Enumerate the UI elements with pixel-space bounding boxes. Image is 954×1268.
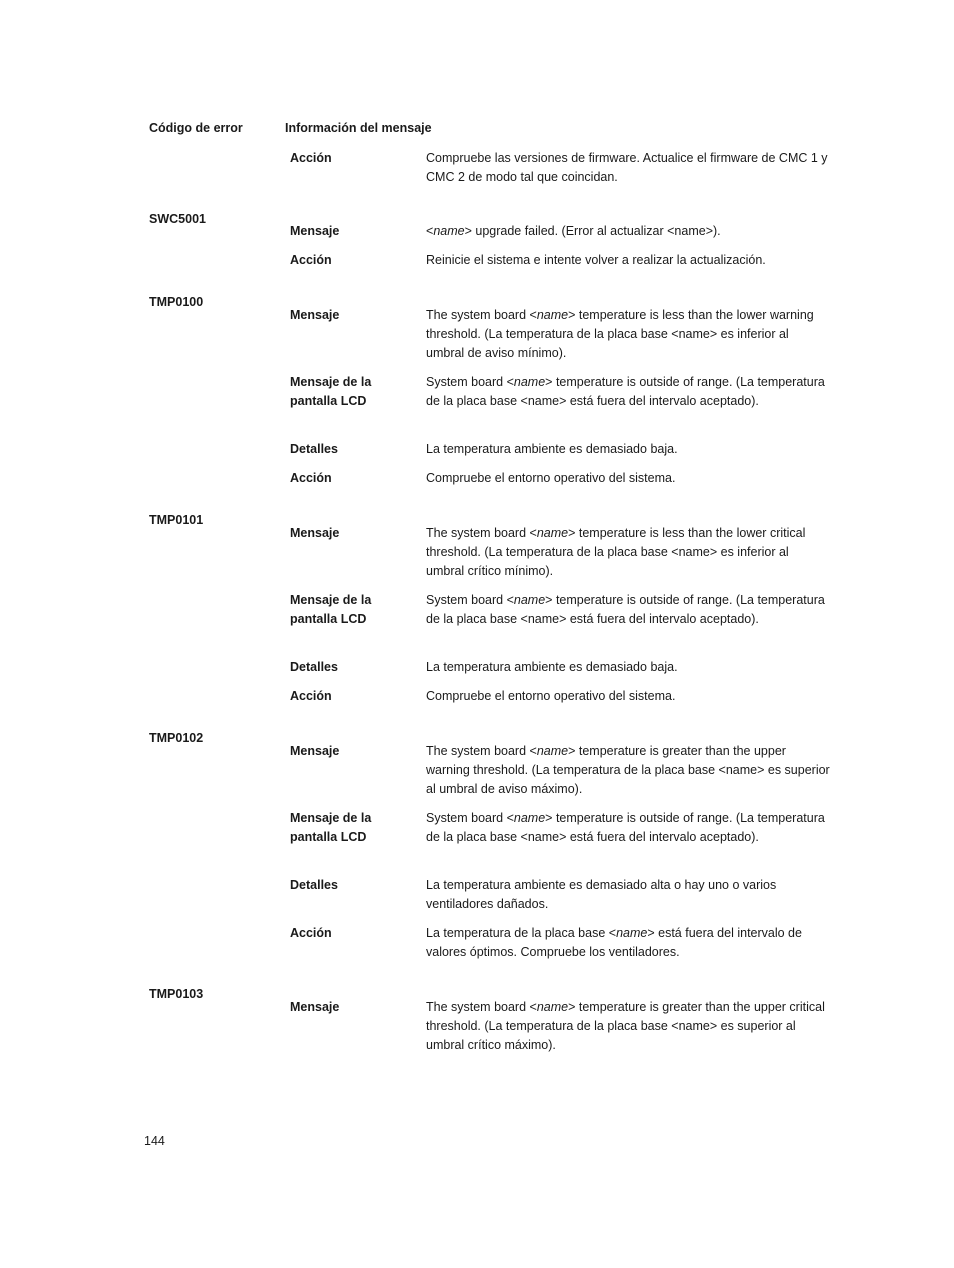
row-value: System board <name> temperature is outside of range. (La temperatura de la placa base <name> está fuera del intervalo aceptado). [426, 375, 825, 408]
row-label: Acción [290, 689, 332, 703]
row-value: Compruebe el entorno operativo del sistema. [426, 471, 676, 485]
row-label: Detalles [290, 878, 338, 892]
row-value: Compruebe el entorno operativo del sistema. [426, 689, 676, 703]
row-label: Mensaje [290, 224, 340, 238]
column-header-error-code: Código de error [149, 121, 243, 135]
row-value: System board <name> temperature is outside of range. (La temperatura de la placa base <name> está fuera del intervalo aceptado). [426, 811, 825, 844]
row-value: La temperatura de la placa base <name> está fuera del intervalo de valores óptimos. Compruebe los ventiladores. [426, 926, 802, 959]
row-value: La temperatura ambiente es demasiado baja. [426, 660, 678, 674]
row-label: Detalles [290, 442, 338, 456]
row-label: Mensaje de la pantalla LCD [290, 593, 372, 626]
row-label: Mensaje [290, 308, 340, 322]
row-value: Reinicie el sistema e intente volver a realizar la actualización. [426, 253, 766, 267]
row-value: The system board <name> temperature is less than the lower critical threshold. (La temperatura de la placa base <name> es inferior al umbral crítico mínimo). [426, 526, 806, 578]
row-label: Mensaje [290, 526, 340, 540]
row-label: Acción [290, 253, 332, 267]
row-label: Mensaje de la pantalla LCD [290, 375, 372, 408]
row-value: Compruebe las versiones de firmware. Actualice el firmware de CMC 1 y CMC 2 de modo tal que coincidan. [426, 151, 828, 184]
row-label: Mensaje [290, 744, 340, 758]
row-value: La temperatura ambiente es demasiado baja. [426, 442, 678, 456]
row-label: Mensaje de la pantalla LCD [290, 811, 372, 844]
row-value: The system board <name> temperature is less than the lower warning threshold. (La temperatura de la placa base <name> es inferior al umbral de aviso mínimo). [426, 308, 814, 360]
row-value: La temperatura ambiente es demasiado alta o hay uno o varios ventiladores dañados. [426, 878, 777, 911]
column-header-message-info: Información del mensaje [285, 121, 432, 135]
error-code: TMP0100 [149, 295, 204, 309]
page-number: 144 [144, 1134, 165, 1148]
row-label: Detalles [290, 660, 338, 674]
error-code: TMP0102 [149, 731, 204, 745]
row-label: Acción [290, 151, 332, 165]
row-value: The system board <name> temperature is greater than the upper critical threshold. (La temperatura de la placa base <name> es superior al umbral crítico máximo). [426, 1000, 825, 1052]
error-code: SWC5001 [149, 212, 206, 226]
row-value: <name> upgrade failed. (Error al actualizar <name>). [426, 224, 721, 238]
error-code: TMP0101 [149, 513, 204, 527]
row-label: Acción [290, 471, 332, 485]
row-label: Acción [290, 926, 332, 940]
error-code: TMP0103 [149, 987, 204, 1001]
row-value: System board <name> temperature is outside of range. (La temperatura de la placa base <name> está fuera del intervalo aceptado). [426, 593, 825, 626]
row-value: The system board <name> temperature is greater than the upper warning threshold. (La temperatura de la placa base <name> es superior al umbral de aviso máximo). [426, 744, 830, 796]
row-label: Mensaje [290, 1000, 340, 1014]
